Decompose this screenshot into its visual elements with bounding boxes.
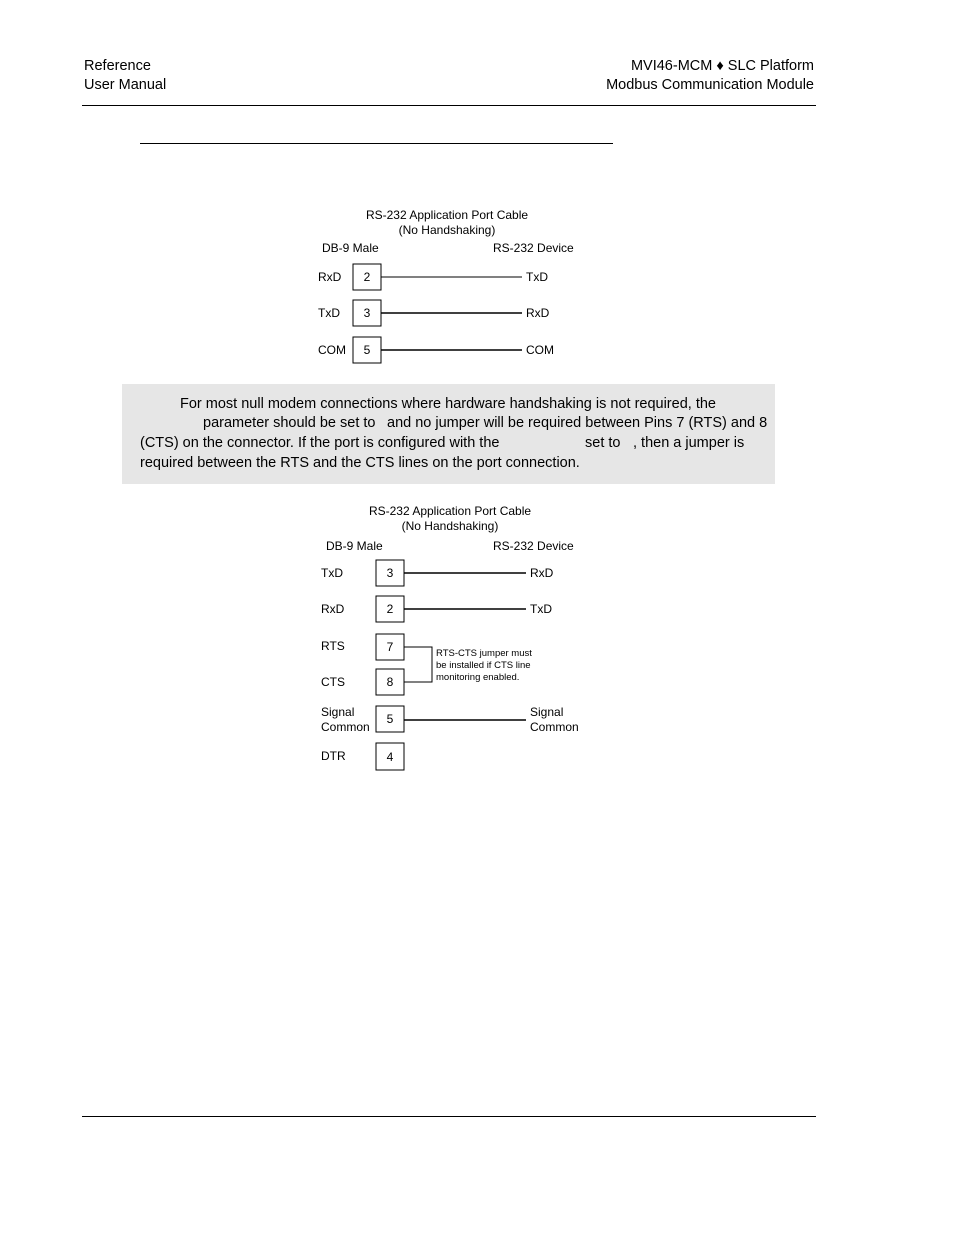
diagram2-pin-number: 7: [386, 640, 394, 654]
diagram2-right-label: Common: [530, 720, 579, 734]
jumper-note-line-1: RTS-CTS jumper must: [436, 648, 532, 659]
diagram2-left-label: Common: [321, 720, 370, 734]
diagram2-title: RS-232 Application Port Cable: [368, 504, 532, 518]
diagram2-pin-number: 5: [386, 712, 394, 726]
diagram2-right-header: RS-232 Device: [493, 539, 574, 553]
cable-diagram-1: [0, 0, 954, 380]
cable-diagram-2: [0, 490, 954, 790]
diagram2-pin-number: 4: [386, 750, 394, 764]
header-left-subtitle: User Manual: [84, 77, 167, 93]
note-line-3b: set to: [585, 435, 621, 451]
diagram1-pin-number: 5: [363, 343, 371, 357]
jumper-note-line-2: be installed if CTS line: [436, 660, 531, 671]
diagram2-left-label: Signal: [321, 705, 355, 719]
diagram1-right-label: RxD: [526, 306, 550, 320]
diagram1-pin-number: 2: [363, 270, 371, 284]
note-line-3a: (CTS) on the connector. If the port is configured with the: [140, 435, 500, 451]
diagram2-subtitle: (No Handshaking): [401, 519, 499, 533]
diagram2-right-label: TxD: [530, 602, 552, 616]
diagram2-right-label: Signal: [530, 705, 564, 719]
diagram2-pin-number: 3: [386, 566, 394, 580]
diagram2-left-label: TxD: [321, 566, 343, 580]
footer-rule: [82, 1116, 816, 1117]
jumper-note-line-3: monitoring enabled.: [436, 672, 520, 683]
diagram1-subtitle: (No Handshaking): [398, 223, 496, 237]
diagram1-left-label: COM: [318, 343, 346, 357]
diagram1-right-label: TxD: [526, 270, 548, 284]
jumper-bracket: [404, 647, 432, 682]
note-line-2b: and no jumper will be required between Pins 7 (RTS) and 8: [387, 415, 768, 431]
diagram1-right-label: COM: [526, 343, 554, 357]
diagram1-left-header: DB-9 Male: [322, 241, 379, 255]
diagram2-pin-number: 8: [386, 675, 394, 689]
diagram1-right-header: RS-232 Device: [493, 241, 574, 255]
header-left-title: Reference: [84, 58, 151, 74]
diagram1-pin-number: 3: [363, 306, 371, 320]
header-right-title: MVI46-MCM ♦ SLC Platform: [630, 58, 814, 74]
note-line-3c: , then a jumper is: [633, 435, 745, 451]
diagram2-pin-number: 2: [386, 602, 394, 616]
diagram1-left-label: RxD: [318, 270, 342, 284]
diagram2-right-label: RxD: [530, 566, 554, 580]
diagram2-left-label: CTS: [321, 675, 345, 689]
diagram2-left-header: DB-9 Male: [326, 539, 383, 553]
note-line-2a: parameter should be set to: [203, 415, 376, 431]
note-line-4: required between the RTS and the CTS lines on the port connection.: [140, 455, 580, 471]
diagram2-left-label: RxD: [321, 602, 345, 616]
header-right-subtitle: Modbus Communication Module: [606, 77, 814, 93]
diagram1-left-label: TxD: [318, 306, 340, 320]
diagram1-title: RS-232 Application Port Cable: [365, 208, 529, 222]
diagram2-left-label: DTR: [321, 749, 346, 763]
note-line-1: For most null modem connections where hardware handshaking is not required, the: [180, 396, 716, 412]
diagram2-left-label: RTS: [321, 639, 345, 653]
